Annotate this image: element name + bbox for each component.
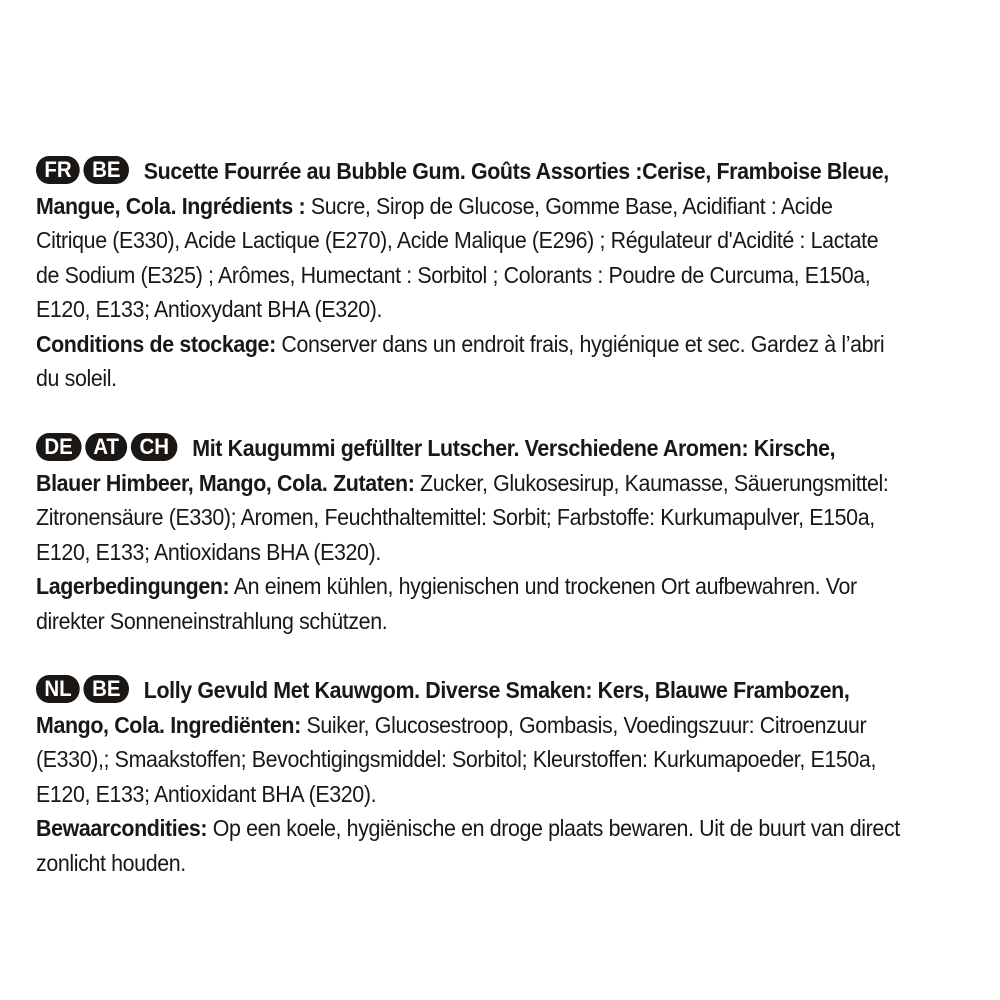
product-title-de: Mit Kaugummi gefüllter Lutscher. Verschiedene Aromen: Kirsche, Blauer Himbeer, Mango, Cola.: [36, 435, 836, 496]
ingredients-label-nl: Ingrediënten:: [170, 711, 301, 738]
storage-text-nl: Op een koele, hygiënische en droge plaats bewaren. Uit de buurt van direct zonlicht houden.: [36, 815, 900, 876]
country-badges: [36, 158, 133, 184]
product-title-nl: Lolly Gevuld Met Kauwgom. Diverse Smaken: Kers, Blauwe Frambozen, Mango, Cola.: [36, 677, 850, 738]
storage-label-de: Lagerbedingungen:: [36, 573, 230, 599]
storage-text-fr: Conserver dans un endroit frais, hygiénique et sec. Gardez à l’abri du soleil.: [36, 330, 885, 391]
ingredients-text-de: Zucker, Glukosesirup, Kaumasse, Säuerungsmittel: Zitronensäure (E330); Aromen, Feuchthaltemittel: Sorbit; Farbstoffe: Kurkumapulver, E150a, E120, E133; Antioxidans BHA (E320).: [36, 469, 889, 565]
ingredients-text-fr: Sucre, Sirop de Glucose, Gomme Base, Acidifiant : Acide Citrique (E330), Acide Lactique (E270), Acide Malique (E296) ; Régulateur d'Acidité : Lactate de Sodium (E325) ; Arômes, Humectant : Sorbitol ; Colorants : Poudre de Curcuma, E150a, E120, E133; Antioxydant BHA (E320).: [36, 192, 879, 322]
country-badge-at: AT: [85, 433, 128, 461]
country-badge-ch: CH: [131, 433, 177, 461]
label-section-nl: [36, 673, 901, 880]
country-badge-be: BE: [84, 156, 129, 184]
storage-text-de: An einem kühlen, hygienischen und trockenen Ort aufbewahren. Vor direkter Sonneneinstrahlung schützen.: [36, 573, 857, 634]
ingredients-text-nl: Suiker, Glucosestroop, Gombasis, Voedingszuur: Citroenzuur (E330),; Smaakstoffen; Bevochtigingsmiddel: Sorbitol; Kleurstoffen: Kurkumapoeder, E150a, E120, E133; Antioxidant BHA (E320).: [36, 711, 877, 807]
country-badge-be: BE: [84, 675, 129, 703]
label-section-fr: [36, 154, 901, 396]
country-badges: [36, 677, 133, 703]
country-badges: [36, 435, 181, 461]
ingredients-label-fr: Ingrédients :: [181, 192, 306, 219]
country-badge-de: DE: [36, 433, 81, 461]
product-title-fr: Sucette Fourrée au Bubble Gum. Goûts Assorties :Cerise, Framboise Bleue, Mangue, Cola.: [36, 158, 889, 219]
label-section-de: [36, 431, 901, 638]
storage-label-fr: Conditions de stockage:: [36, 330, 276, 357]
country-badge-nl: NL: [36, 675, 80, 703]
storage-label-nl: Bewaarcondities:: [36, 815, 208, 841]
country-badge-fr: FR: [36, 156, 80, 184]
ingredients-label-de: Zutaten:: [333, 469, 415, 496]
